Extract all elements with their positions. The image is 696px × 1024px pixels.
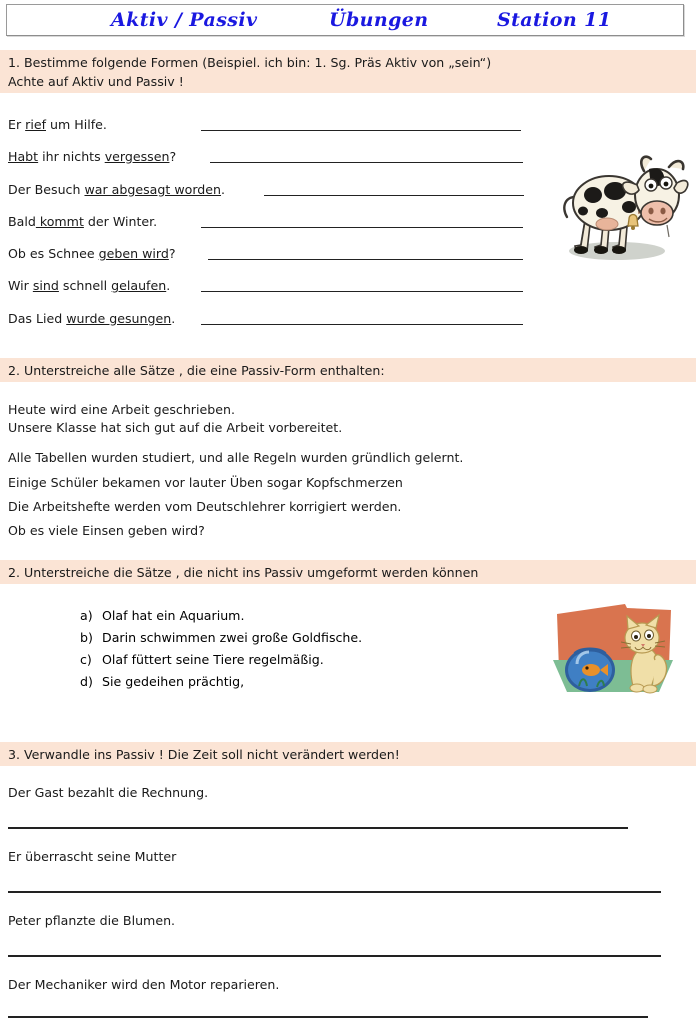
worksheet-title-box: [6, 4, 684, 36]
sentence-text: .: [221, 182, 226, 197]
exercise-1-item-3: [8, 182, 225, 198]
sentence-text: Bald: [8, 214, 36, 229]
exercise-3-item-c[interactable]: [80, 652, 324, 667]
list-item-text: Darin schwimmen zwei große Goldfische.: [102, 630, 363, 645]
answer-line-1[interactable]: [201, 130, 521, 131]
sentence-text: Wir: [8, 278, 33, 293]
answer-line-6[interactable]: [201, 291, 523, 292]
list-marker: a): [80, 608, 93, 623]
exercise-1-item-5: [8, 246, 176, 262]
exercise-4-instruction: 3. Verwandle ins Passiv ! Die Zeit soll nicht verändert werden!: [8, 747, 400, 762]
sentence-text: ?: [169, 149, 177, 164]
sentence-text: Das Lied: [8, 311, 67, 326]
exercise-4-answer-line-2[interactable]: [8, 891, 661, 893]
exercise-4-sentence-1: Der Gast bezahlt die Rechnung.: [8, 785, 209, 800]
exercise-1-instruction-line-1: 1. Bestimme folgende Formen (Beispiel. ich bin: 1. Sg. Präs Aktiv von „sein“): [8, 55, 492, 70]
underlined-verb: gelaufen: [111, 278, 167, 293]
underlined-verb: wurde gesungen: [66, 311, 172, 326]
exercise-3-item-b[interactable]: [80, 630, 362, 645]
sentence-text: um Hilfe.: [46, 117, 107, 132]
answer-line-5[interactable]: [208, 259, 523, 260]
underlined-verb: war abgesagt worden: [84, 182, 222, 197]
sentence-text: Der Besuch: [8, 182, 85, 197]
sentence-text: ihr nichts: [38, 149, 105, 164]
underlined-verb: sind: [32, 278, 59, 293]
sentence-text: .: [166, 278, 171, 293]
exercise-2-sentence-1[interactable]: Heute wird eine Arbeit geschrieben.: [8, 402, 235, 417]
answer-line-3[interactable]: [264, 195, 524, 196]
underlined-verb: rief: [25, 117, 46, 132]
cow-illustration: [545, 133, 690, 273]
exercise-3-instruction: 2. Unterstreiche die Sätze , die nicht ins Passiv umgeformt werden können: [8, 565, 479, 580]
exercise-3-instruction-bar: [0, 560, 696, 584]
exercise-2-sentence-6[interactable]: Ob es viele Einsen geben wird?: [8, 523, 205, 538]
answer-line-7[interactable]: [201, 324, 523, 325]
underlined-verb: geben wird: [98, 246, 169, 261]
exercise-2-sentence-3[interactable]: Alle Tabellen wurden studiert, und alle Regeln wurden gründlich gelernt.: [8, 450, 464, 465]
exercise-2-sentence-4[interactable]: Einige Schüler bekamen vor lauter Üben sogar Kopfschmerzen: [8, 475, 403, 490]
answer-line-2[interactable]: [210, 162, 523, 163]
sentence-text: Er: [8, 117, 26, 132]
exercise-4-answer-line-1[interactable]: [8, 827, 628, 829]
underlined-verb: vergessen: [104, 149, 170, 164]
exercise-4-answer-line-4[interactable]: [8, 1016, 648, 1018]
sentence-text: Ob es Schnee: [8, 246, 99, 261]
underlined-verb: Habt: [8, 149, 39, 164]
exercise-1-item-1: [8, 117, 107, 133]
exercise-2-instruction-bar: [0, 358, 696, 382]
exercise-1-item-7: [8, 311, 175, 327]
exercise-4-sentence-4: Der Mechaniker wird den Motor reparieren.: [8, 977, 280, 992]
sentence-text: der Winter.: [83, 214, 158, 229]
exercise-4-sentence-2: Er überrascht seine Mutter: [8, 849, 177, 864]
exercise-4-sentence-3: Peter pflanzte die Blumen.: [8, 913, 176, 928]
exercise-1-instruction-bar: [0, 50, 696, 93]
exercise-2-sentence-5[interactable]: Die Arbeitshefte werden vom Deutschlehrer korrigiert werden.: [8, 499, 402, 514]
exercise-1-item-2: [8, 149, 176, 165]
list-marker: c): [80, 652, 92, 667]
exercise-4-answer-line-3[interactable]: [8, 955, 661, 957]
list-item-text: Olaf füttert seine Tiere regelmäßig.: [102, 652, 324, 667]
sentence-text: ?: [168, 246, 176, 261]
list-item-text: Sie gedeihen prächtig,: [102, 674, 245, 689]
list-marker: d): [80, 674, 93, 689]
exercise-3-item-a[interactable]: [80, 608, 244, 623]
list-marker: b): [80, 630, 93, 645]
sentence-text: .: [171, 311, 176, 326]
exercise-1-instruction-line-2: Achte auf Aktiv und Passiv !: [8, 73, 184, 89]
exercise-2-instruction: 2. Unterstreiche alle Sätze , die eine Passiv-Form enthalten:: [8, 363, 385, 378]
page-title-station: Station 11: [497, 9, 612, 31]
answer-line-4[interactable]: [201, 227, 523, 228]
exercise-2-sentence-2[interactable]: Unsere Klasse hat sich gut auf die Arbeit vorbereitet.: [8, 420, 343, 435]
exercise-4-instruction-bar: [0, 742, 696, 766]
page-title-subject: Übungen: [329, 9, 429, 31]
underlined-verb: kommt: [35, 214, 84, 229]
exercise-1-item-4: [8, 214, 157, 230]
sentence-text: schnell: [58, 278, 112, 293]
cat-aquarium-illustration: [549, 600, 679, 695]
page-title-main: Aktiv / Passiv: [111, 9, 258, 31]
list-item-text: Olaf hat ein Aquarium.: [102, 608, 245, 623]
exercise-3-item-d[interactable]: [80, 674, 244, 689]
exercise-1-item-6: [8, 278, 170, 294]
